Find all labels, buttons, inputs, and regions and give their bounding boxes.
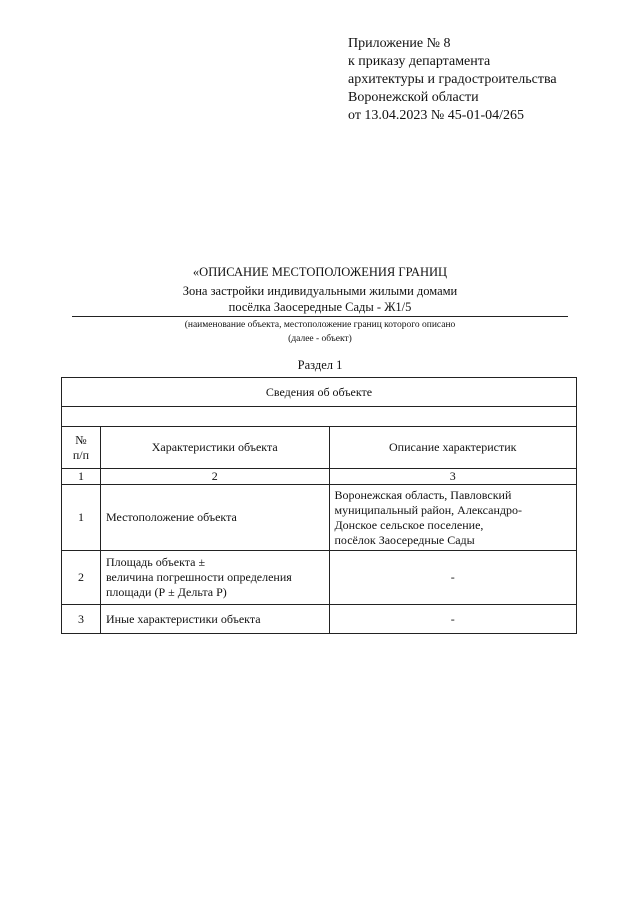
object-info-table xyxy=(61,377,577,634)
table-title: Сведения об объекте xyxy=(62,378,577,407)
row-number: 2 xyxy=(62,551,101,605)
appendix-line: Воронежской области xyxy=(348,90,479,105)
row-characteristic xyxy=(100,551,329,605)
appendix-line: Приложение № 8 xyxy=(348,36,451,51)
object-name-line: посёлка Заосередные Сады - Ж1/5 xyxy=(228,300,412,314)
header-number-text: № п/п xyxy=(72,432,90,462)
section-label: Раздел 1 xyxy=(297,358,343,372)
header-characteristic: Характеристики объекта xyxy=(100,427,329,469)
header-description: Описание характеристик xyxy=(329,427,577,469)
appendix-line: архитектуры и градостроительства xyxy=(348,72,557,87)
column-number: 2 xyxy=(100,469,329,485)
table-row xyxy=(62,485,577,551)
row-number: 1 xyxy=(62,485,101,551)
row-characteristic: Местоположение объекта xyxy=(100,485,329,551)
title-block xyxy=(72,264,568,345)
row-description: - xyxy=(329,551,577,605)
table-row xyxy=(62,605,577,634)
appendix-block xyxy=(348,35,557,125)
table-row xyxy=(62,551,577,605)
row-description xyxy=(329,485,577,551)
object-name-line: Зона застройки индивидуальными жилыми домами xyxy=(182,284,458,298)
row-characteristic: Иные характеристики объекта xyxy=(100,605,329,634)
empty-row xyxy=(62,407,577,427)
caption-line: (далее - объект) xyxy=(288,334,352,344)
header-number xyxy=(62,427,101,469)
column-number: 3 xyxy=(329,469,577,485)
row-number: 3 xyxy=(62,605,101,634)
column-number: 1 xyxy=(62,469,101,485)
appendix-line: к приказу департамента xyxy=(348,54,491,69)
row-description-text: Воронежская область, Павловский муниципальный район, Александро- Донское сельское поселение, посёлок Заосередные Сады xyxy=(334,487,523,547)
row-description: - xyxy=(329,605,577,634)
appendix-line: от 13.04.2023 № 45-01-04/265 xyxy=(348,108,525,123)
row-characteristic-text: Площадь объекта ± величина погрешности определения площади (Р ± Дельта Р) xyxy=(105,555,292,599)
document-title: «ОПИСАНИЕ МЕСТОПОЛОЖЕНИЯ ГРАНИЦ xyxy=(192,265,448,279)
underline-divider xyxy=(72,316,568,317)
caption-line: (наименование объекта, местоположение границ которого описано xyxy=(184,320,456,330)
